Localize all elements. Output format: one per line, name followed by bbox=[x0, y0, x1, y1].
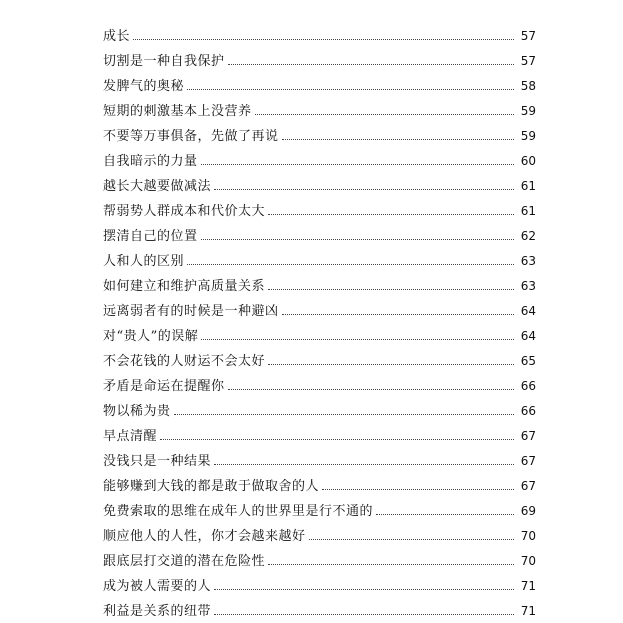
toc-dot-leader bbox=[160, 438, 514, 440]
toc-entry-title: 能够赚到大钱的都是敢于做取舍的人 bbox=[103, 479, 320, 494]
toc-entry-title: 短期的刺激基本上没营养 bbox=[103, 104, 252, 119]
toc-entry-page-number: 64 bbox=[520, 329, 536, 343]
toc-dot-leader bbox=[201, 163, 514, 165]
toc-entry[interactable] bbox=[103, 449, 536, 474]
toc-dot-leader bbox=[214, 588, 514, 590]
toc-entry-title: 摆清自己的位置 bbox=[103, 229, 198, 244]
toc-entry[interactable] bbox=[103, 399, 536, 424]
toc-dot-leader bbox=[309, 538, 514, 540]
toc-entry[interactable] bbox=[103, 574, 536, 599]
toc-dot-leader bbox=[174, 413, 514, 415]
toc-dot-leader bbox=[187, 263, 514, 265]
toc-entry-page-number: 60 bbox=[520, 154, 536, 168]
toc-entry-page-number: 71 bbox=[520, 604, 536, 618]
toc-entry-title: 成为被人需要的人 bbox=[103, 579, 212, 594]
toc-entry[interactable] bbox=[103, 599, 536, 623]
toc-entry-page-number: 67 bbox=[520, 479, 536, 493]
toc-dot-leader bbox=[322, 488, 514, 490]
toc-entry[interactable] bbox=[103, 124, 536, 149]
toc-dot-leader bbox=[268, 288, 514, 290]
toc-entry[interactable] bbox=[103, 99, 536, 124]
toc-entry-title: 免费索取的思维在成年人的世界里是行不通的 bbox=[103, 504, 374, 519]
toc-entry-page-number: 66 bbox=[520, 404, 536, 418]
toc-dot-leader bbox=[268, 213, 514, 215]
toc-entry-title: 跟底层打交道的潜在危险性 bbox=[103, 554, 266, 569]
toc-entry[interactable] bbox=[103, 424, 536, 449]
toc-entry[interactable] bbox=[103, 349, 536, 374]
toc-entry-title: 自我暗示的力量 bbox=[103, 154, 198, 169]
toc-entry-page-number: 65 bbox=[520, 354, 536, 368]
toc-entry[interactable] bbox=[103, 24, 536, 49]
toc-entry-page-number: 59 bbox=[520, 129, 536, 143]
toc-entry-title: 远离弱者有的时候是一种避凶 bbox=[103, 304, 279, 319]
toc-dot-leader bbox=[268, 363, 514, 365]
toc-entry-page-number: 70 bbox=[520, 554, 536, 568]
toc-entry[interactable] bbox=[103, 149, 536, 174]
toc-entry[interactable] bbox=[103, 249, 536, 274]
table-of-contents bbox=[103, 24, 536, 623]
toc-entry-page-number: 57 bbox=[520, 54, 536, 68]
toc-entry-page-number: 70 bbox=[520, 529, 536, 543]
toc-entry[interactable] bbox=[103, 549, 536, 574]
toc-dot-leader bbox=[214, 463, 514, 465]
toc-dot-leader bbox=[282, 138, 514, 140]
toc-entry-page-number: 66 bbox=[520, 379, 536, 393]
toc-entry-title: 人和人的区别 bbox=[103, 254, 185, 269]
toc-entry-title: 顺应他人的人性，你才会越来越好 bbox=[103, 529, 306, 544]
toc-entry[interactable] bbox=[103, 174, 536, 199]
toc-entry-title: 如何建立和维护高质量关系 bbox=[103, 279, 266, 294]
toc-entry[interactable] bbox=[103, 274, 536, 299]
toc-entry-title: 成长 bbox=[103, 29, 131, 44]
toc-entry-page-number: 69 bbox=[520, 504, 536, 518]
toc-dot-leader bbox=[133, 38, 514, 40]
toc-dot-leader bbox=[228, 63, 514, 65]
toc-entry-page-number: 63 bbox=[520, 254, 536, 268]
toc-entry-title: 发脾气的奥秘 bbox=[103, 79, 185, 94]
toc-entry-page-number: 67 bbox=[520, 429, 536, 443]
toc-entry-page-number: 57 bbox=[520, 29, 536, 43]
toc-entry[interactable] bbox=[103, 474, 536, 499]
toc-entry-page-number: 62 bbox=[520, 229, 536, 243]
toc-entry-title: 帮弱势人群成本和代价太大 bbox=[103, 204, 266, 219]
toc-entry[interactable] bbox=[103, 49, 536, 74]
toc-entry[interactable] bbox=[103, 324, 536, 349]
toc-entry-title: 对“贵人”的误解 bbox=[103, 329, 199, 344]
toc-entry-title: 切割是一种自我保护 bbox=[103, 54, 225, 69]
toc-dot-leader bbox=[255, 113, 514, 115]
toc-entry[interactable] bbox=[103, 199, 536, 224]
toc-entry-title: 矛盾是命运在提醒你 bbox=[103, 379, 225, 394]
toc-entry-title: 利益是关系的纽带 bbox=[103, 604, 212, 619]
toc-dot-leader bbox=[201, 238, 514, 240]
toc-dot-leader bbox=[268, 563, 514, 565]
toc-entry[interactable] bbox=[103, 524, 536, 549]
toc-entry-title: 没钱只是一种结果 bbox=[103, 454, 212, 469]
toc-entry[interactable] bbox=[103, 499, 536, 524]
toc-dot-leader bbox=[214, 613, 514, 615]
toc-entry-page-number: 63 bbox=[520, 279, 536, 293]
toc-dot-leader bbox=[201, 338, 514, 340]
toc-entry-page-number: 58 bbox=[520, 79, 536, 93]
toc-entry[interactable] bbox=[103, 299, 536, 324]
toc-entry-title: 越长大越要做减法 bbox=[103, 179, 212, 194]
toc-entry-page-number: 64 bbox=[520, 304, 536, 318]
toc-entry[interactable] bbox=[103, 374, 536, 399]
toc-entry-page-number: 59 bbox=[520, 104, 536, 118]
toc-entry-page-number: 61 bbox=[520, 179, 536, 193]
toc-dot-leader bbox=[376, 513, 514, 515]
toc-entry-page-number: 67 bbox=[520, 454, 536, 468]
toc-dot-leader bbox=[187, 88, 514, 90]
toc-dot-leader bbox=[214, 188, 514, 190]
toc-entry-title: 不要等万事俱备，先做了再说 bbox=[103, 129, 279, 144]
toc-entry-title: 物以稀为贵 bbox=[103, 404, 171, 419]
toc-entry-page-number: 71 bbox=[520, 579, 536, 593]
toc-dot-leader bbox=[282, 313, 514, 315]
toc-entry-title: 不会花钱的人财运不会太好 bbox=[103, 354, 266, 369]
toc-entry[interactable] bbox=[103, 224, 536, 249]
toc-dot-leader bbox=[228, 388, 514, 390]
toc-entry[interactable] bbox=[103, 74, 536, 99]
toc-entry-page-number: 61 bbox=[520, 204, 536, 218]
toc-entry-title: 早点清醒 bbox=[103, 429, 158, 444]
